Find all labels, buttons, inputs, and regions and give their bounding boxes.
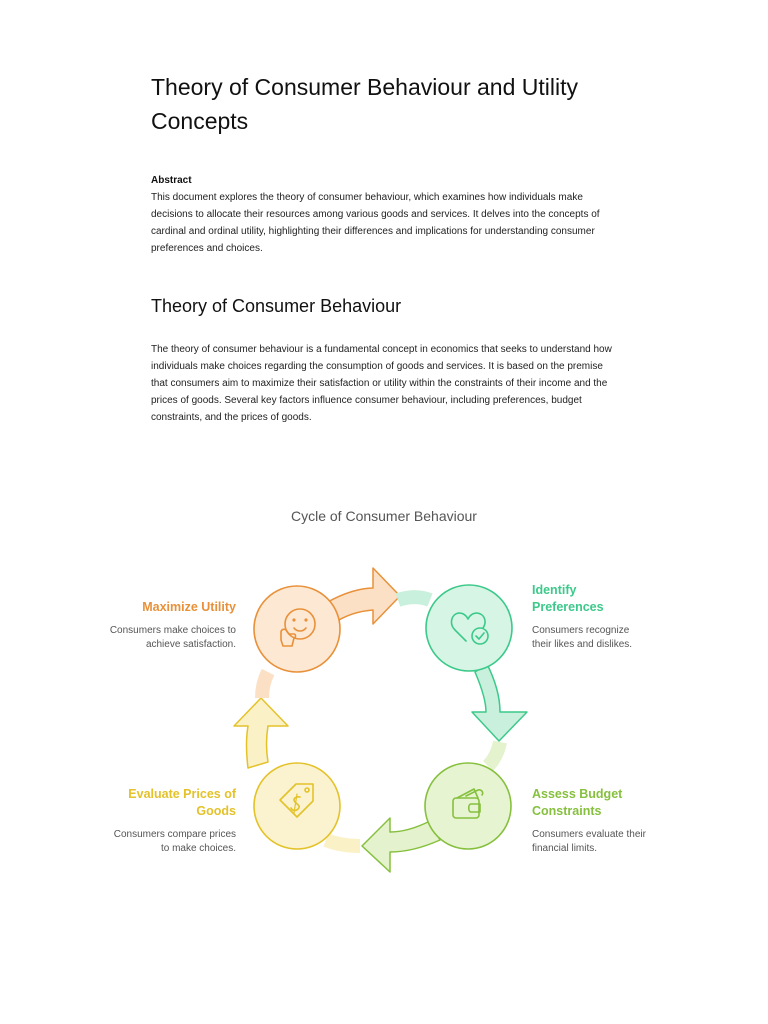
section-title: Theory of Consumer Behaviour: [151, 296, 402, 316]
stage-title-evaluate: Evaluate Prices of Goods: [128, 787, 236, 818]
stage-title-maximize: Maximize Utility: [142, 600, 236, 614]
stage-circle-maximize: [254, 586, 340, 672]
stage-desc-identify: Consumers recognize their likes and dislikes.: [532, 625, 633, 650]
stage-desc-evaluate: Consumers compare prices to make choices.: [113, 829, 236, 854]
abstract-label: Abstract: [151, 175, 192, 186]
stage-circle-assess: [425, 763, 511, 849]
stage-circle-identify: [426, 585, 512, 671]
stage-title-assess: Assess Budget Constraints: [532, 787, 623, 818]
section-text: The theory of consumer behaviour is a fundamental concept in economics that seeks to understand how individuals make choices regarding the consumption of goods and services. It is based on the premise that consumers aim to maximize their satisfaction or utility within the constraints of their income and the prices of goods. Several key factors influence consumer behaviour, including preferences, budget constraints, and the prices of goods.: [151, 344, 612, 423]
abstract-text: This document explores the theory of consumer behaviour, which examines how individuals make decisions to allocate their resources among various goods and services. It delves into the concepts of cardinal and ordinal utility, highlighting their differences and implications for understanding consumer preferences and choices.: [151, 192, 600, 254]
stage-desc-assess: Consumers evaluate their financial limits.: [532, 829, 646, 854]
diagram-title: Cycle of Consumer Behaviour: [291, 508, 477, 524]
arrow-assess-to-evaluate: [362, 818, 440, 872]
stage-circle-evaluate: [254, 763, 340, 849]
stage-desc-maximize: Consumers make choices to achieve satisfaction.: [109, 625, 236, 650]
arrow-evaluate-to-maximize: [234, 698, 288, 768]
arrow-identify-to-assess: [472, 664, 527, 741]
document-title: Theory of Consumer Behaviour and Utility Concepts: [151, 74, 578, 134]
stage-title-identify: Identify Preferences: [532, 583, 604, 614]
